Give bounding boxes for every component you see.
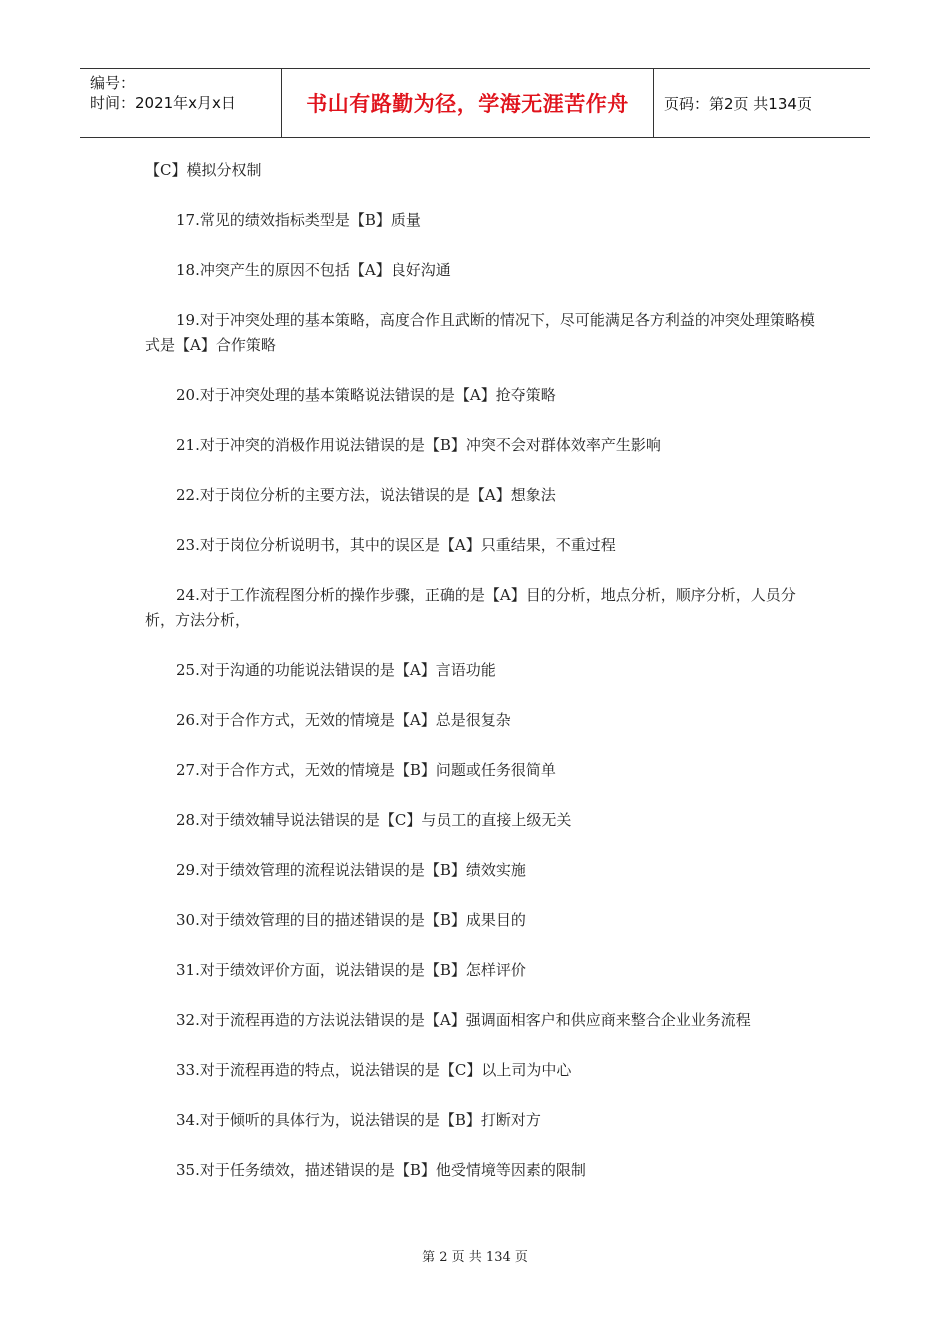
paragraph: 26.对于合作方式，无效的情境是【A】总是很复杂 [176,711,511,729]
document-number-label: 编号： [90,74,136,92]
paragraph: 20.对于冲突处理的基本策略说法错误的是【A】抢夺策略 [176,386,556,404]
paragraph: 35.对于任务绩效，描述错误的是【B】他受情境等因素的限制 [176,1161,586,1179]
paragraph: 33.对于流程再造的特点，说法错误的是【C】以上司为中心 [176,1061,572,1079]
document-body [145,158,820,1208]
paragraph: 19.对于冲突处理的基本策略，高度合作且武断的情况下，尽可能满足各方利益的冲突处理策略模式是【A】合作策略 [145,311,815,354]
document-date: 时间：2021年x月x日 [90,94,236,112]
paragraph: 【C】模拟分权制 [145,161,262,179]
header-motto: 书山有路勤为径，学海无涯苦作舟 [282,69,654,137]
paragraph: 25.对于沟通的功能说法错误的是【A】言语功能 [176,661,496,679]
header-meta-cell [80,69,282,137]
paragraph: 34.对于倾听的具体行为，说法错误的是【B】打断对方 [176,1111,541,1129]
paragraph: 30.对于绩效管理的目的描述错误的是【B】成果目的 [176,911,526,929]
paragraph: 32.对于流程再造的方法说法错误的是【A】强调面相客户和供应商来整合企业业务流程 [176,1011,751,1029]
paragraph: 24.对于工作流程图分析的操作步骤，正确的是【A】目的分析，地点分析，顺序分析，人员分析，方法分析， [145,586,796,629]
paragraph: 18.冲突产生的原因不包括【A】良好沟通 [176,261,451,279]
header-page-info: 页码：第2页 共134页 [664,94,812,113]
paragraph: 28.对于绩效辅导说法错误的是【C】与员工的直接上级无关 [176,811,572,829]
paragraph: 29.对于绩效管理的流程说法错误的是【B】绩效实施 [176,861,526,879]
paragraph: 22.对于岗位分析的主要方法，说法错误的是【A】想象法 [176,486,556,504]
paragraph: 31.对于绩效评价方面，说法错误的是【B】怎样评价 [176,961,526,979]
paragraph: 17.常见的绩效指标类型是【B】质量 [176,211,421,229]
paragraph: 23.对于岗位分析说明书，其中的误区是【A】只重结果，不重过程 [176,536,616,554]
paragraph: 21.对于冲突的消极作用说法错误的是【B】冲突不会对群体效率产生影响 [176,436,661,454]
page-header [80,68,870,138]
page-footer: 第 2 页 共 134 页 [422,1250,528,1265]
paragraph: 27.对于合作方式，无效的情境是【B】问题或任务很简单 [176,761,556,779]
